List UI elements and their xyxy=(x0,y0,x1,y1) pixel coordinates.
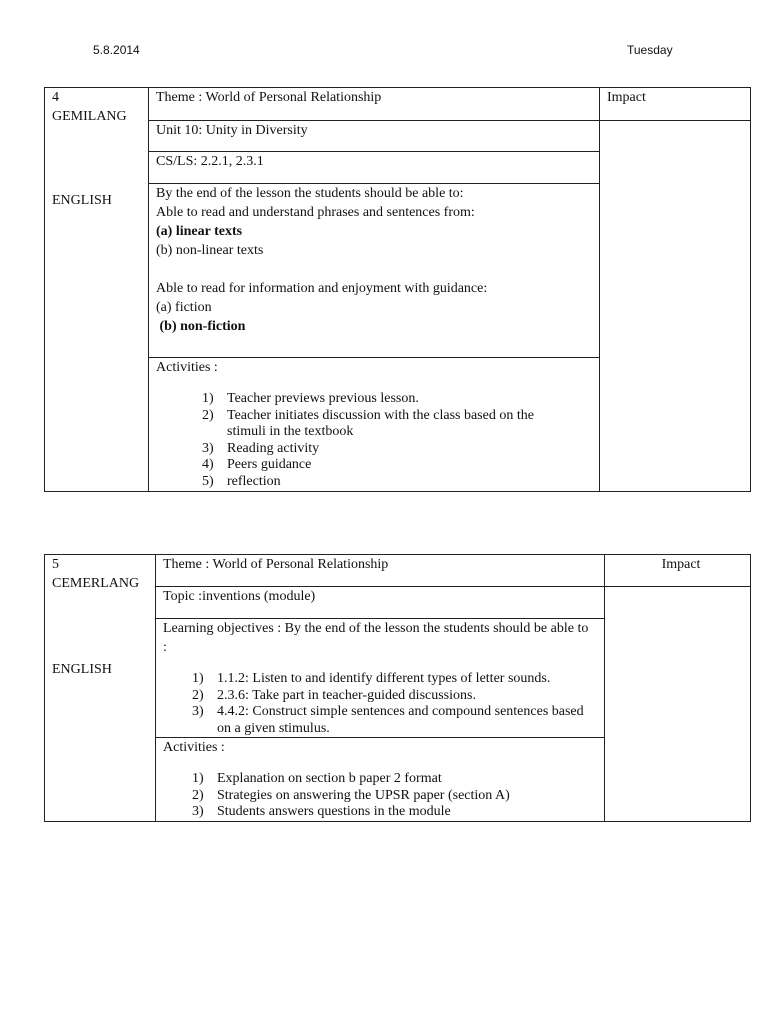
list-item: 3) 4.4.2: Construct simple sentences and compound sentences based on a given stimulus. xyxy=(192,704,584,736)
objective-item: (b) non-linear texts xyxy=(156,243,264,258)
list-item: 4) Peers guidance xyxy=(202,457,312,472)
objectives-label: Learning objectives : By the end of the lesson the students should be able to : xyxy=(163,621,589,655)
activities-cell xyxy=(149,358,600,492)
impact-header: Impact xyxy=(605,555,751,587)
lesson-plan-table-2 xyxy=(44,554,751,822)
objective-item: (b) non-fiction xyxy=(156,319,246,334)
list-item: 2) Strategies on answering the UPSR paper (section A) xyxy=(192,787,510,803)
subject-label: ENGLISH xyxy=(52,662,112,677)
list-item: 3) Reading activity xyxy=(202,440,320,456)
activities-list xyxy=(156,391,572,490)
objectives-list xyxy=(163,671,592,737)
date-label: 5.8.2014 xyxy=(93,43,140,57)
class-name: GEMILANG xyxy=(52,109,127,124)
list-item: 5) reflection xyxy=(202,473,281,489)
objective-item: (a) linear texts xyxy=(156,224,243,239)
csls-cell: CS/LS: 2.2.1, 2.3.1 xyxy=(149,152,600,184)
activities-label: Activities : xyxy=(163,740,225,755)
impact-cell xyxy=(605,587,751,822)
class-number: 5 xyxy=(52,557,59,572)
subject-label: ENGLISH xyxy=(52,193,112,208)
class-name: CEMERLANG xyxy=(52,576,140,591)
objectives-cell xyxy=(149,184,600,358)
day-label: Tuesday xyxy=(627,43,673,57)
impact-cell xyxy=(600,121,751,492)
list-item: 2) Teacher initiates discussion with the class based on the stimuli in the textbook xyxy=(202,407,534,439)
objective-item: (a) fiction xyxy=(156,300,212,315)
class-cell xyxy=(45,88,149,492)
impact-header: Impact xyxy=(600,88,751,121)
class-cell xyxy=(45,555,156,822)
unit-cell: Unit 10: Unity in Diversity xyxy=(149,121,600,152)
lesson-plan-table-1 xyxy=(44,87,751,492)
class-number: 4 xyxy=(52,90,59,105)
activities-list xyxy=(163,771,592,821)
theme-cell: Theme : World of Personal Relationship xyxy=(149,88,600,121)
activities-label: Activities : xyxy=(156,360,218,375)
objectives-intro: By the end of the lesson the students should be able to: xyxy=(156,186,464,201)
theme-cell: Theme : World of Personal Relationship xyxy=(156,555,605,587)
topic-cell: Topic :inventions (module) xyxy=(156,587,605,619)
list-item: 1) Teacher previews previous lesson. xyxy=(202,391,419,406)
objectives-line: Able to read for information and enjoyment with guidance: xyxy=(156,281,488,296)
list-item: 1) 1.1.2: Listen to and identify different types of letter sounds. xyxy=(192,671,551,686)
objectives-cell xyxy=(156,619,605,738)
list-item: 2) 2.3.6: Take part in teacher-guided discussions. xyxy=(192,687,476,703)
objectives-line: Able to read and understand phrases and sentences from: xyxy=(156,205,475,220)
list-item: 1) Explanation on section b paper 2 format xyxy=(192,771,442,786)
activities-cell xyxy=(156,738,605,822)
list-item: 3) Students answers questions in the module xyxy=(192,804,451,819)
